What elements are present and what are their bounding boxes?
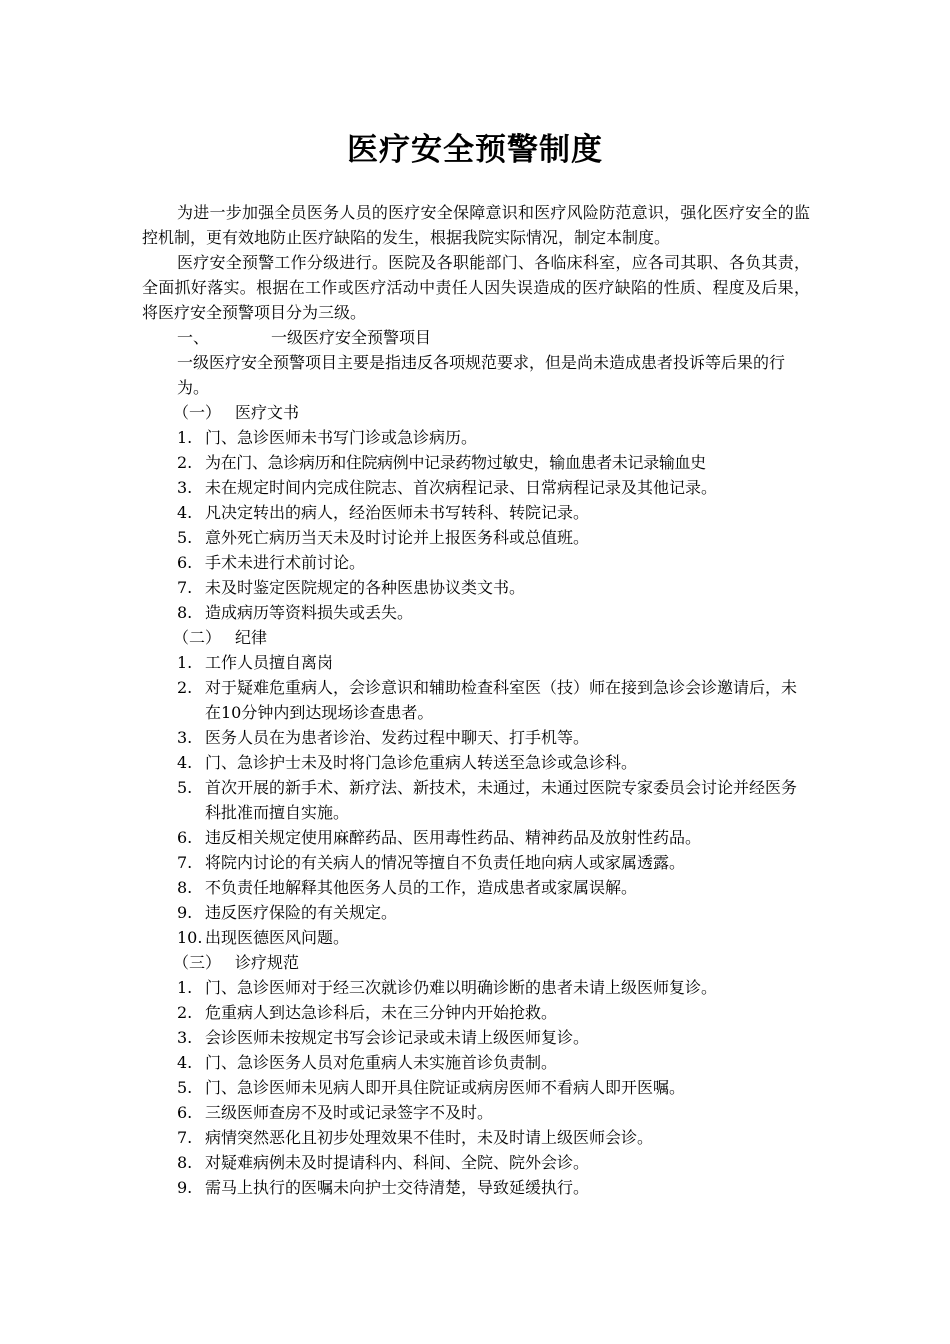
list-item-text: 会诊医师未按规定书写会诊记录或未请上级医师复诊。: [205, 1028, 590, 1047]
list-item-number: 7.: [177, 853, 193, 872]
list-item-number: 9.: [177, 903, 193, 922]
list-item: [142, 850, 810, 875]
list-item-text: 造成病历等资料损失或丢失。: [205, 603, 414, 622]
list-item: [142, 550, 810, 575]
list-item-text: 违反医疗保险的有关规定。: [205, 903, 398, 922]
list-item-number: 10.: [177, 928, 203, 947]
list-item-number: 6.: [177, 553, 193, 572]
list-item-number: 3.: [177, 1028, 193, 1047]
list-item: [142, 1100, 810, 1125]
list-item-text: 对疑难病例未及时提请科内、科间、全院、院外会诊。: [205, 1153, 590, 1172]
document-title: 医疗安全预警制度: [347, 132, 603, 168]
list-item-text: 将院内讨论的有关病人的情况等擅自不负责任地向病人或家属透露。: [205, 853, 686, 872]
list-item-text: 门、急诊医务人员对危重病人未实施首诊负责制。: [205, 1053, 558, 1072]
list-item: [142, 1075, 810, 1100]
list-item: [142, 475, 810, 500]
list-item-text: 出现医德医风问题。: [205, 928, 350, 947]
list-item: [142, 450, 810, 475]
list-item-number: 1.: [177, 978, 193, 997]
list-item: [142, 900, 810, 925]
list-item-text: 需马上执行的医嘱未向护士交待清楚，导致延缓执行。: [205, 1178, 590, 1197]
subsection-title: 医疗文书: [235, 403, 300, 422]
numbered-list: [142, 975, 810, 1200]
subsection-heading: [142, 400, 810, 425]
list-item-text: 首次开展的新手术、新疗法、新技术，未通过，未通过医院专家委员会讨论并经医务科批准而擅自实施。: [205, 778, 798, 822]
list-item: [142, 975, 810, 1000]
subsection-title: 诊疗规范: [235, 953, 300, 972]
numbered-list: [142, 425, 810, 625]
list-item-text: 为在门、急诊病历和住院病例中记录药物过敏史，输血患者未记录输血史: [205, 453, 706, 472]
list-item: [142, 1125, 810, 1150]
list-item-number: 8.: [177, 1153, 193, 1172]
list-item-number: 5.: [177, 528, 193, 547]
section-heading: [142, 325, 810, 350]
list-item: [142, 500, 810, 525]
list-item: [142, 1150, 810, 1175]
list-item-text: 未在规定时间内完成住院志、首次病程记录、日常病程记录及其他记录。: [205, 478, 718, 497]
list-item-number: 2.: [177, 1003, 193, 1022]
list-item-text: 对于疑难危重病人，会诊意识和辅助检查科室医（技）师在接到急诊会诊邀请后，未在10分钟内到达现场诊查患者。: [205, 678, 798, 722]
list-item: [142, 725, 810, 750]
grading-paragraph: 医疗安全预警工作分级进行。医院及各职能部门、各临床科室，应各司其职、各负其责，全面抓好落实。根据在工作或医疗活动中责任人因失误造成的医疗缺陷的性质、程度及后果，将医疗安全预警项目分为三级。: [142, 253, 810, 322]
list-item-text: 门、急诊护士未及时将门急诊危重病人转送至急诊或急诊科。: [205, 753, 638, 772]
list-item: [142, 1000, 810, 1025]
list-item: [142, 1025, 810, 1050]
list-item-number: 6.: [177, 1103, 193, 1122]
list-item-number: 4.: [177, 753, 193, 772]
intro-paragraph: 为进一步加强全员医务人员的医疗安全保障意识和医疗风险防范意识，强化医疗安全的监控机制，更有效地防止医疗缺陷的发生，根据我院实际情况，制定本制度。: [142, 203, 810, 247]
section-intro: 一级医疗安全预警项目主要是指违反各项规范要求，但是尚未造成患者投诉等后果的行为。: [177, 353, 786, 397]
item-groups: [142, 400, 810, 1200]
list-item-text: 违反相关规定使用麻醉药品、医用毒性药品、精神药品及放射性药品。: [205, 828, 702, 847]
list-item-number: 3.: [177, 478, 193, 497]
list-item: [142, 575, 810, 600]
list-item: [142, 650, 810, 675]
list-item: [142, 675, 810, 725]
list-item-number: 8.: [177, 603, 193, 622]
list-item-text: 未及时鉴定医院规定的各种医患协议类文书。: [205, 578, 526, 597]
list-item-number: 7.: [177, 1128, 193, 1147]
list-item: [142, 925, 810, 950]
numbered-list: [142, 650, 810, 950]
section-title: 一级医疗安全预警项目: [271, 328, 432, 347]
list-item-number: 1.: [177, 428, 193, 447]
list-item-text: 工作人员擅自离岗: [205, 653, 334, 672]
list-item-number: 6.: [177, 828, 193, 847]
list-item-number: 3.: [177, 728, 193, 747]
document-body: [142, 200, 810, 1200]
list-item-number: 2.: [177, 678, 193, 697]
list-item-text: 危重病人到达急诊科后，未在三分钟内开始抢救。: [205, 1003, 558, 1022]
list-item: [142, 600, 810, 625]
subsection-title: 纪律: [235, 628, 268, 647]
list-item-number: 4.: [177, 1053, 193, 1072]
subsection-heading: [142, 950, 810, 975]
subsection-number: （二）: [173, 628, 222, 647]
section-number: 一、: [177, 328, 210, 347]
subsection-number: （一）: [173, 403, 222, 422]
list-item-number: 7.: [177, 578, 193, 597]
subsection-heading: [142, 625, 810, 650]
list-item: [142, 425, 810, 450]
list-item-text: 门、急诊医师对于经三次就诊仍难以明确诊断的患者未请上级医师复诊。: [205, 978, 718, 997]
list-item-text: 门、急诊医师未见病人即开具住院证或病房医师不看病人即开医嘱。: [205, 1078, 686, 1097]
list-item-number: 1.: [177, 653, 193, 672]
list-item: [142, 775, 810, 825]
list-item-text: 门、急诊医师未书写门诊或急诊病历。: [205, 428, 478, 447]
list-item-text: 病情突然恶化且初步处理效果不佳时，未及时请上级医师会诊。: [205, 1128, 654, 1147]
subsection-number: （三）: [173, 953, 222, 972]
list-item: [142, 750, 810, 775]
list-item: [142, 825, 810, 850]
list-item-number: 5.: [177, 1078, 193, 1097]
list-item-text: 医务人员在为患者诊治、发药过程中聊天、打手机等。: [205, 728, 590, 747]
list-item-number: 2.: [177, 453, 193, 472]
list-item-number: 4.: [177, 503, 193, 522]
list-item-text: 不负责任地解释其他医务人员的工作，造成患者或家属误解。: [205, 878, 638, 897]
list-item-number: 8.: [177, 878, 193, 897]
list-item-text: 手术未进行术前讨论。: [205, 553, 366, 572]
list-item-text: 凡决定转出的病人，经治医师未书写转科、转院记录。: [205, 503, 590, 522]
list-item: [142, 875, 810, 900]
list-item-number: 5.: [177, 778, 193, 797]
list-item: [142, 525, 810, 550]
list-item: [142, 1175, 810, 1200]
list-item-number: 9.: [177, 1178, 193, 1197]
list-item: [142, 1050, 810, 1075]
list-item-text: 三级医师查房不及时或记录签字不及时。: [205, 1103, 494, 1122]
list-item-text: 意外死亡病历当天未及时讨论并上报医务科或总值班。: [205, 528, 590, 547]
